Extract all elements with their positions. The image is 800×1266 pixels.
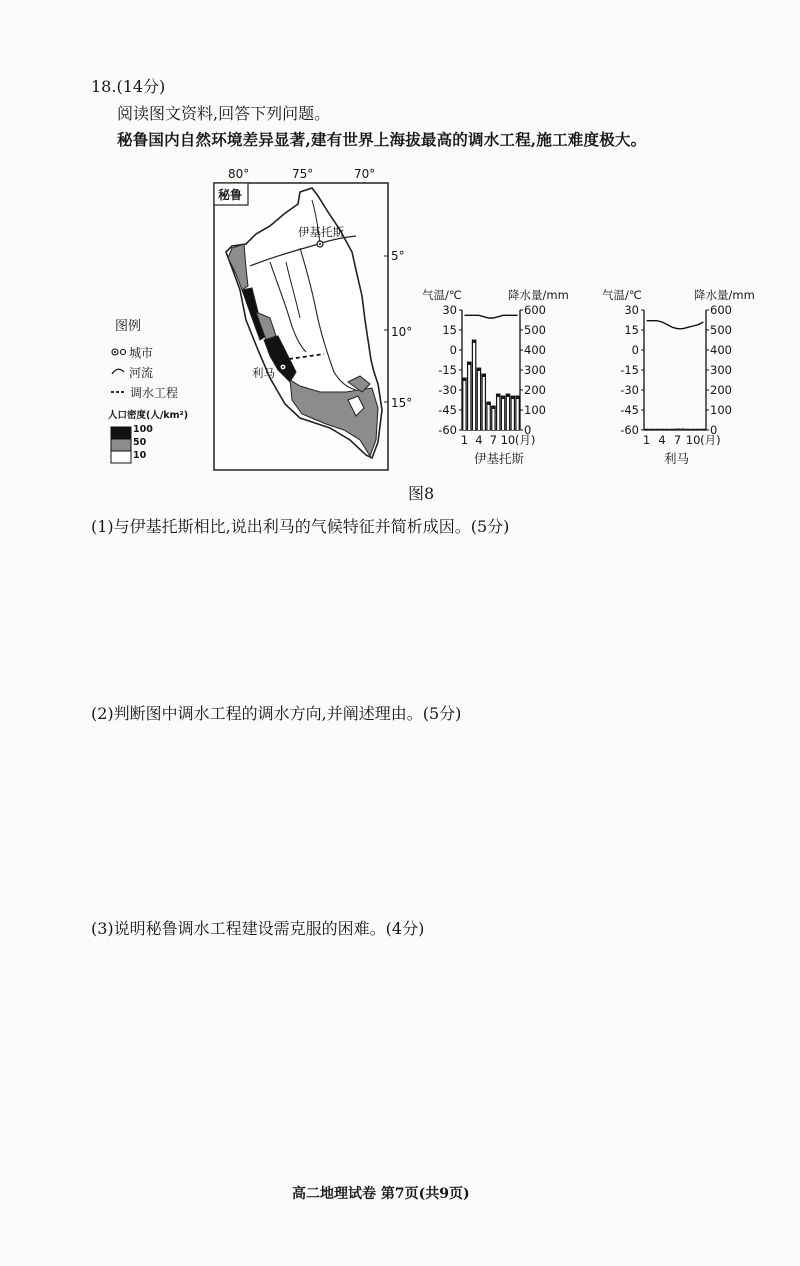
city-lima-label: 利马 <box>252 366 275 380</box>
temp-tick-label: -30 <box>620 383 639 397</box>
temp-tick-label: 0 <box>449 343 457 357</box>
legend-river-icon <box>112 369 124 374</box>
temp-axis-label: 气温/℃ <box>422 288 462 302</box>
month-tick-label: 4 <box>475 433 483 447</box>
temp-tick-label: -30 <box>438 383 457 397</box>
lat-label-10: 10° <box>391 325 413 339</box>
chart-title: 利马 <box>664 451 690 466</box>
legend-density-50: 50 <box>133 437 147 448</box>
month-unit-label: (月) <box>514 433 536 447</box>
precip-tick-label: 100 <box>524 403 546 417</box>
question-intro: 秘鲁国内自然环境差异显著,建有世界上海拔最高的调水工程,施工难度极大。 <box>117 130 647 149</box>
subquestion-3: (3)说明秘鲁调水工程建设需克服的困难。(4分) <box>91 919 425 938</box>
precip-tick-label: 300 <box>524 363 546 377</box>
precip-tick-label: 500 <box>710 323 732 337</box>
precip-bar-inner-10 <box>507 397 509 430</box>
precip-tick-label: 600 <box>710 303 732 317</box>
legend-title: 图例 <box>115 319 142 334</box>
precip-bar-month-1 <box>645 429 649 430</box>
precip-bar-month-2 <box>650 429 654 430</box>
precip-tick-label: 500 <box>524 323 546 337</box>
precip-tick-label: 0 <box>710 423 718 437</box>
precip-bar-inner-6 <box>488 405 490 430</box>
subquestion-1: (1)与伊基托斯相比,说出利马的气候特征并简析成因。(5分) <box>91 517 510 536</box>
month-unit-label: (月) <box>700 433 721 447</box>
legend-city-icon-2 <box>121 350 126 355</box>
precip-bar-inner-4 <box>478 371 480 430</box>
precip-bar-month-4 <box>660 429 664 430</box>
precip-tick-label: 600 <box>524 303 546 317</box>
lat-label-15: 15° <box>391 396 413 410</box>
temp-tick-label: -15 <box>620 363 639 377</box>
month-tick-label: 1 <box>642 433 651 447</box>
map-title: 秘鲁 <box>218 188 243 202</box>
precip-bar-month-9 <box>686 429 690 430</box>
month-tick-label: 10 <box>500 433 516 447</box>
precip-axis-label: 降水量/mm <box>508 288 569 302</box>
precip-bar-month-5 <box>665 429 669 430</box>
climate-chart-iquitos <box>418 283 588 473</box>
lon-label-80: 80° <box>228 167 250 181</box>
city-iquitos-label: 伊基托斯 <box>298 225 344 239</box>
precip-tick-label: 200 <box>524 383 546 397</box>
legend-city-icon-dot <box>114 351 116 353</box>
precip-bar-inner-2 <box>468 365 470 430</box>
precip-bar-month-8 <box>681 429 685 430</box>
temp-tick-label: -60 <box>620 423 639 437</box>
precip-bar-inner-7 <box>492 409 494 430</box>
legend-city-label: 城市 <box>129 346 154 360</box>
precip-bar-inner-8 <box>497 397 499 430</box>
temperature-line <box>647 321 704 329</box>
legend-density-low <box>111 451 131 463</box>
temp-tick-label: -15 <box>438 363 457 377</box>
precip-tick-label: 300 <box>710 363 732 377</box>
month-tick-label: 1 <box>460 433 469 447</box>
lat-label-5: 5° <box>391 249 405 263</box>
page-footer: 高二地理试卷 第7页(共9页) <box>292 1186 470 1202</box>
legend-project-label: 调水工程 <box>130 386 179 400</box>
precip-tick-label: 100 <box>710 403 732 417</box>
temp-tick-label: 0 <box>631 343 639 357</box>
precip-bar-inner-5 <box>483 377 485 430</box>
temp-tick-label: -45 <box>620 403 639 417</box>
chart-title: 伊基托斯 <box>474 451 525 466</box>
precip-bar-inner-1 <box>463 381 465 430</box>
legend-density-high <box>111 427 131 439</box>
figure-caption: 图8 <box>408 484 435 503</box>
legend-density-title: 人口密度(人/km²) <box>108 410 189 421</box>
question-instruction: 阅读图文资料,回答下列问题。 <box>117 104 331 123</box>
temp-tick-label: 15 <box>624 323 639 337</box>
precip-bar-inner-11 <box>512 399 514 430</box>
precip-tick-label: 0 <box>524 423 532 437</box>
precip-bar-inner-3 <box>473 343 475 430</box>
precip-bar-inner-9 <box>502 399 504 430</box>
precip-tick-label: 200 <box>710 383 732 397</box>
precip-axis-label: 降水量/mm <box>694 288 755 302</box>
lon-label-70: 70° <box>354 167 376 181</box>
temp-tick-label: 30 <box>624 303 639 317</box>
precip-bar-month-6 <box>670 429 674 430</box>
precip-tick-label: 400 <box>710 343 732 357</box>
temp-tick-label: 15 <box>442 323 457 337</box>
legend-river-label: 河流 <box>129 366 154 380</box>
city-lima-dot <box>282 366 284 368</box>
climate-chart-lima <box>592 283 772 473</box>
temp-axis-label: 气温/℃ <box>602 288 642 302</box>
precip-bar-month-10 <box>691 429 695 430</box>
precip-bar-month-3 <box>655 429 659 430</box>
lon-label-75: 75° <box>292 167 314 181</box>
month-tick-label: 7 <box>673 433 682 447</box>
precip-tick-label: 400 <box>524 343 546 357</box>
precip-bar-month-11 <box>696 429 700 430</box>
precip-bar-month-12 <box>701 429 705 430</box>
temperature-line <box>464 315 517 318</box>
temp-tick-label: 30 <box>442 303 457 317</box>
month-tick-label: 7 <box>489 433 498 447</box>
temp-tick-label: -60 <box>438 423 457 437</box>
temp-tick-label: -45 <box>438 403 457 417</box>
question-number: 18.(14分) <box>91 77 166 96</box>
precip-bar-month-7 <box>676 429 680 430</box>
subquestion-2: (2)判断图中调水工程的调水方向,并阐述理由。(5分) <box>91 704 462 723</box>
city-iquitos-dot <box>319 243 321 245</box>
month-tick-label: 4 <box>658 433 666 447</box>
month-tick-label: 10 <box>685 433 701 447</box>
legend-density-10: 10 <box>133 450 147 461</box>
legend-density-100: 100 <box>133 424 153 435</box>
legend-density-mid <box>111 439 131 451</box>
precip-bar-inner-12 <box>517 399 519 430</box>
